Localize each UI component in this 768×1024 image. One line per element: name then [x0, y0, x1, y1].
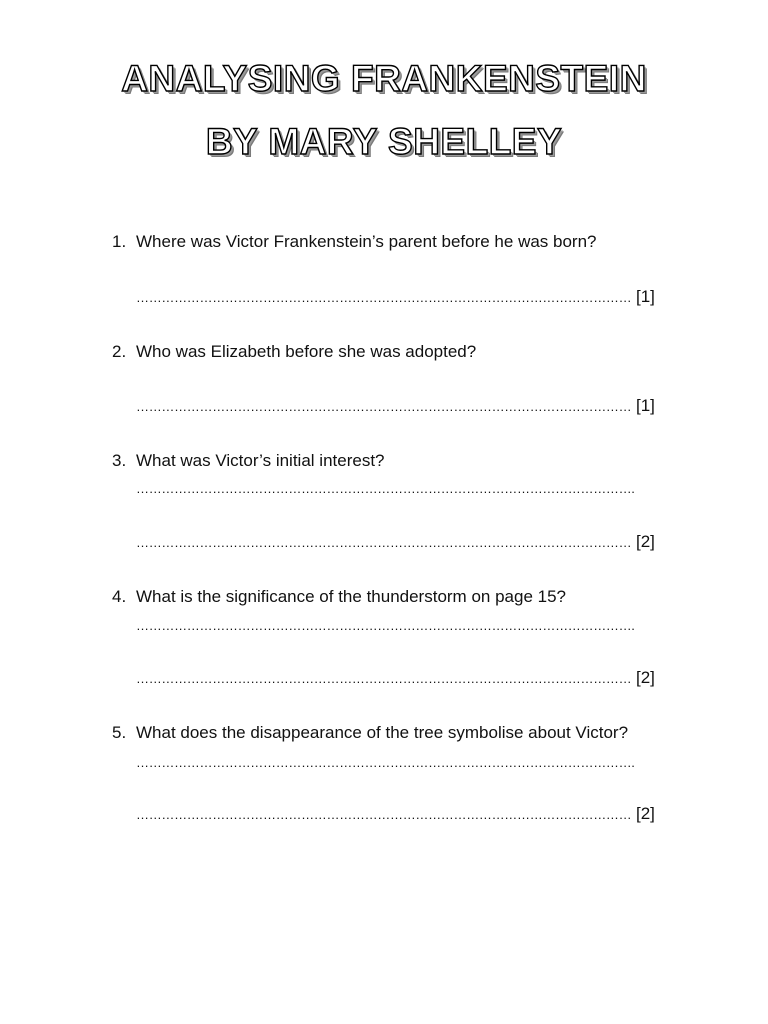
question-1-mark: [1]: [636, 287, 655, 306]
question-3-answer-line-2[interactable]: ………………………………………………………………………………………………………: [136, 535, 632, 550]
question-2-mark: [1]: [636, 396, 655, 415]
question-1-answer-line[interactable]: ………………………………………………………………………………………………………: [136, 290, 632, 305]
question-4-answer-line-2[interactable]: ………………………………………………………………………………………………………: [136, 671, 632, 686]
question-3-text: What was Victor’s initial interest?: [136, 451, 385, 470]
question-5-answer-line-2[interactable]: ………………………………………………………………………………………………………: [136, 807, 632, 822]
question-2-text: Who was Elizabeth before she was adopted?: [136, 342, 477, 361]
question-5-answer-line-1[interactable]: ……………………………………………………………………………………………………….: [136, 755, 635, 770]
question-2-number: 2.: [112, 342, 127, 361]
question-1-text: Where was Victor Frankenstein’s parent before he was born?: [136, 232, 597, 251]
question-4-text: What is the significance of the thunderstorm on page 15?: [136, 587, 566, 606]
question-5-text: What does the disappearance of the tree symbolise about Victor?: [136, 723, 629, 742]
question-4-mark: [2]: [636, 668, 655, 687]
question-5-number: 5.: [112, 723, 127, 742]
question-4-answer-line-1[interactable]: ……………………………………………………………………………………………………….: [136, 618, 635, 633]
question-2-answer-line[interactable]: ………………………………………………………………………………………………………: [136, 399, 632, 414]
question-4-number: 4.: [112, 587, 127, 606]
question-3-answer-line-1[interactable]: ……………………………………………………………………………………………………….: [136, 481, 635, 496]
title-line-2: BY MARY SHELLEY: [205, 121, 563, 162]
question-3-mark: [2]: [636, 532, 655, 551]
question-1-number: 1.: [112, 232, 127, 251]
title-line-1: ANALYSING FRANKENSTEIN: [121, 58, 647, 99]
question-5-mark: [2]: [636, 804, 655, 823]
question-3-number: 3.: [112, 451, 127, 470]
